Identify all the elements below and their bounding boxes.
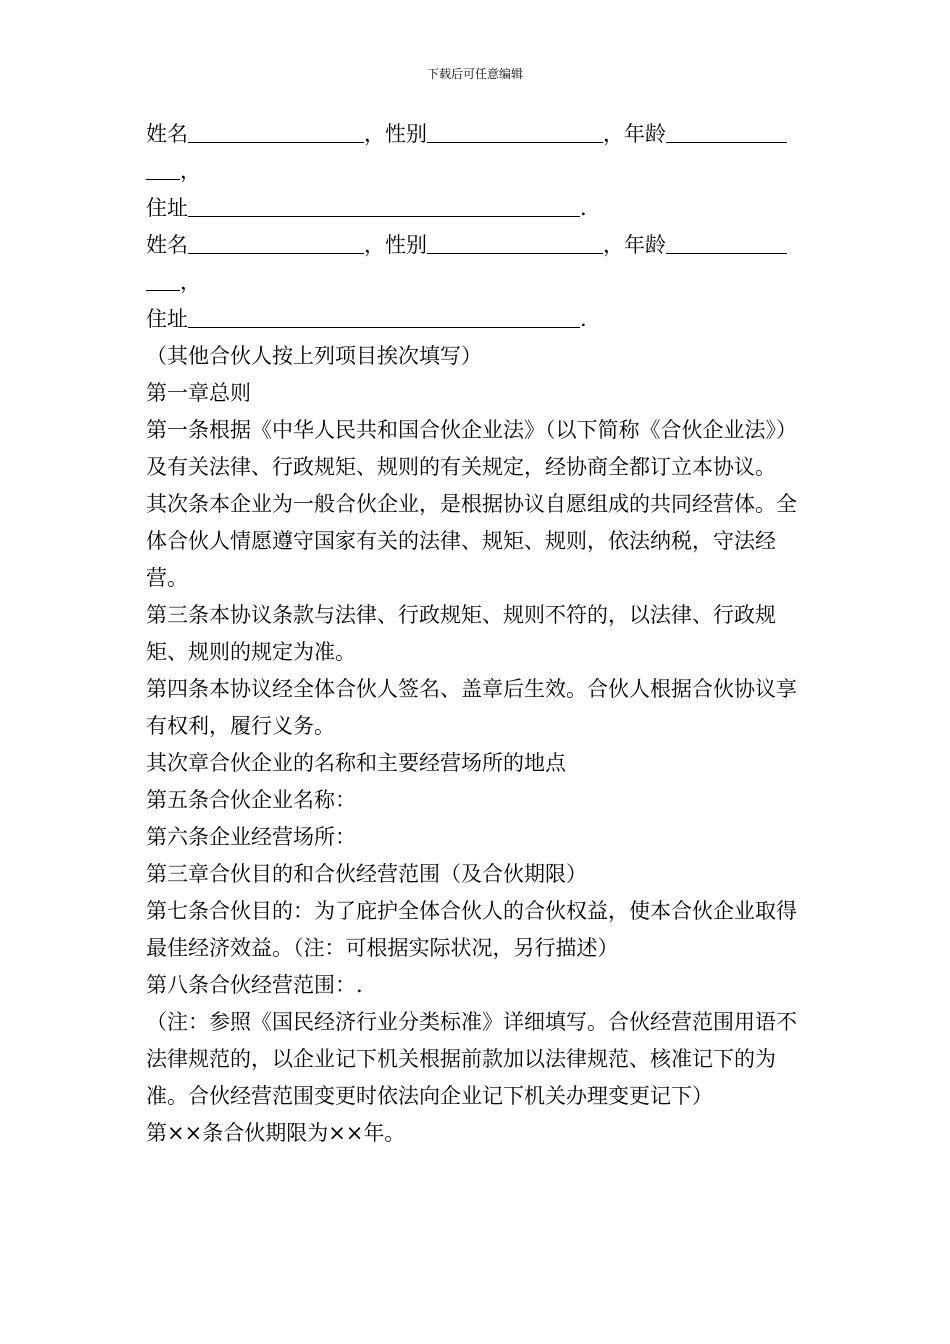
address-label: 住址: [146, 196, 188, 220]
age-label: ，年龄: [603, 233, 666, 257]
address-label: 住址: [146, 307, 188, 331]
article-7: 第七条合伙目的：为了庇护全体合伙人的合伙权益，使本合伙企业取得最佳经济效益。（注：可根据实际状况，另行描述）: [146, 899, 797, 960]
chapter-2-heading: 其次章合伙企业的名称和主要经营场所的地点: [146, 751, 566, 775]
partner-1-age-continuation: [146, 153, 810, 190]
chapter-3-heading: 第三章合伙目的和合伙经营范围（及合伙期限）: [146, 862, 587, 886]
document-body: [146, 116, 810, 1152]
article-6: 第六条企业经营场所：: [146, 825, 356, 849]
gender-label: ，性别: [364, 233, 427, 257]
name-blank[interactable]: [188, 117, 364, 143]
period: .: [580, 307, 587, 331]
comma: ，: [180, 159, 201, 183]
partner-2-address-line: [146, 301, 810, 338]
age-label: ，年龄: [603, 122, 666, 146]
other-partners-note: （其他合伙人按上列项目挨次填写）: [146, 344, 482, 368]
age-blank-continued[interactable]: [146, 265, 180, 291]
address-blank[interactable]: [188, 302, 580, 328]
gender-blank[interactable]: [427, 117, 603, 143]
age-blank[interactable]: [666, 117, 787, 143]
partner-2-age-continuation: [146, 264, 810, 301]
scope-note: （注：参照《国民经济行业分类标准》详细填写。合伙经营范围用语不法律规范的，以企业记下机关根据前款加以法律规范、核准记下的为准。合伙经营范围变更时依法向企业记下机关办理变更记下）: [146, 1010, 797, 1108]
partner-1-address-line: [146, 190, 810, 227]
gender-blank[interactable]: [427, 228, 603, 254]
article-term: 第××条合伙期限为××年。: [146, 1121, 406, 1145]
partner-2-info-line: [146, 227, 810, 264]
article-1: 第一条根据《中华人民共和国合伙企业法》（以下简称《合伙企业法》）及有关法律、行政规矩、规则的有关规定，经协商全都订立本协议。: [146, 418, 797, 479]
age-blank-continued[interactable]: [146, 154, 180, 180]
gender-label: ，性别: [364, 122, 427, 146]
article-4: 第四条本协议经全体合伙人签名、盖章后生效。合伙人根据合伙协议享有权利，履行义务。: [146, 677, 797, 738]
article-5: 第五条合伙企业名称：: [146, 788, 356, 812]
comma: ，: [180, 270, 201, 294]
partner-1-info-line: [146, 116, 810, 153]
article-8: 第八条合伙经营范围：.: [146, 973, 363, 997]
address-blank[interactable]: [188, 191, 580, 217]
age-blank[interactable]: [666, 228, 787, 254]
page-header: 下载后可任意编辑: [426, 67, 523, 81]
name-label: 姓名: [146, 122, 188, 146]
article-2: 其次条本企业为一般合伙企业，是根据协议自愿组成的共同经营体。全体合伙人情愿遵守国家有关的法律、规矩、规则，依法纳税，守法经营。: [146, 492, 797, 590]
name-blank[interactable]: [188, 228, 364, 254]
name-label: 姓名: [146, 233, 188, 257]
period: .: [580, 196, 587, 220]
chapter-1-heading: 第一章总则: [146, 381, 251, 405]
article-3: 第三条本协议条款与法律、行政规矩、规则不符的，以法律、行政规矩、规则的规定为准。: [146, 603, 776, 664]
